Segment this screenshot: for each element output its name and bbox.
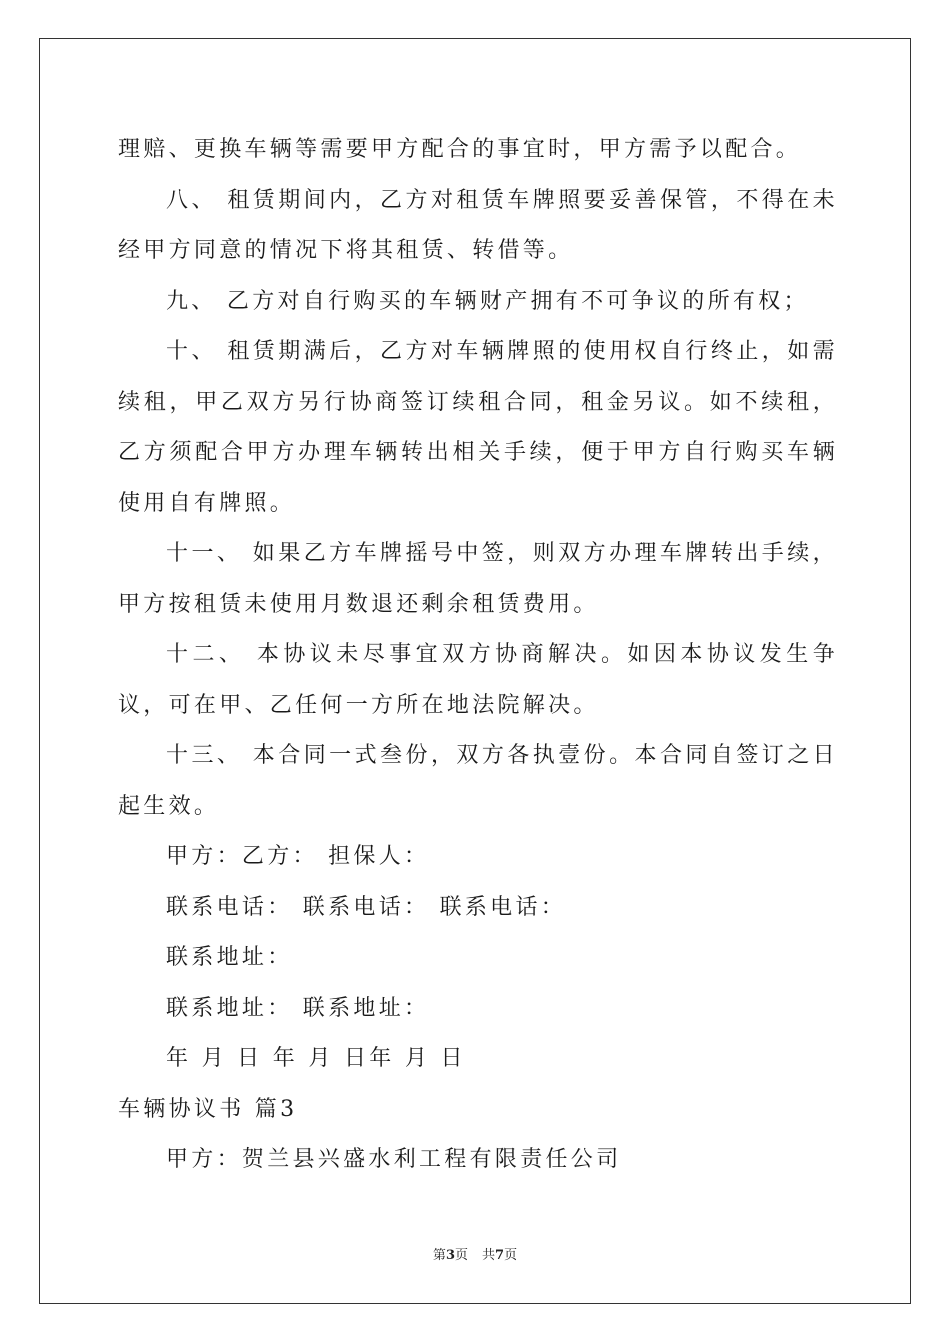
clause-10: 十、 租赁期满后，乙方对车辆牌照的使用权自行终止，如需续租，甲乙双方另行协商签订续租合同，租金另议。如不续租，乙方须配合甲方办理车辆转出相关手续，便于甲方自行购买车辆使用自有牌照。	[118, 339, 838, 516]
contact-addresses: 联系地址： 联系地址：	[166, 995, 430, 1021]
page-prefix: 第	[432, 1248, 446, 1263]
document-body	[118, 125, 838, 1186]
contact-address: 联系地址：	[166, 945, 293, 970]
clause-11: 十一、 如果乙方车牌摇号中签，则双方办理车牌转出手续，甲方按租赁未使用月数退还剩余租赁费用。	[118, 541, 838, 617]
total-suffix: 页	[504, 1248, 518, 1263]
page-footer	[0, 1247, 950, 1265]
page-number: 3	[445, 1248, 455, 1263]
signature-dates: 年 月 日 年 月 日年 月 日	[166, 1046, 466, 1071]
page-suffix: 页	[454, 1248, 468, 1263]
page-total: 7	[495, 1248, 505, 1263]
clause-12: 十二、 本协议未尽事宜双方协商解决。如因本协议发生争议，可在甲、乙任何一方所在地法院解决。	[118, 642, 838, 718]
clause-9: 九、 乙方对自行购买的车辆财产拥有不可争议的所有权；	[166, 288, 809, 314]
contact-phones: 联系电话： 联系电话： 联系电话：	[166, 894, 567, 920]
party-a: 甲方：贺兰县兴盛水利工程有限责任公司	[166, 1147, 622, 1172]
paragraph: 理赔、更换车辆等需要甲方配合的事宜时，甲方需予以配合。	[118, 137, 802, 162]
total-prefix: 共	[482, 1248, 496, 1263]
clause-8: 八、 租赁期间内，乙方对租赁车牌照要妥善保管，不得在未经甲方同意的情况下将其租赁、转借等。	[118, 187, 838, 263]
clause-13: 十三、 本合同一式叁份，双方各执壹份。本合同自签订之日起生效。	[118, 743, 838, 819]
section-heading: 车辆协议书 篇3	[118, 1096, 298, 1122]
signature-parties: 甲方：乙方： 担保人：	[166, 844, 430, 869]
